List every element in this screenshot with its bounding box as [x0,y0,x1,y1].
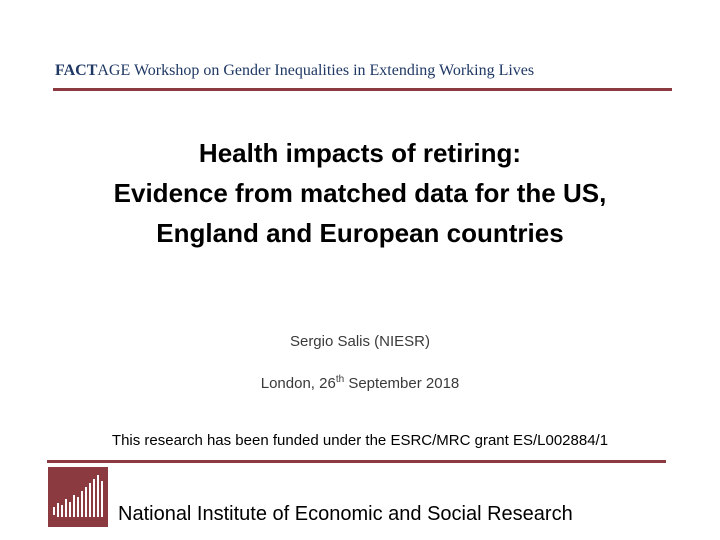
institute-name: National Institute of Economic and Social Research [118,503,573,525]
workshop-header-rest: AGE Workshop on Gender Inequalities in Extending Working Lives [97,62,535,79]
slide-title [0,133,720,253]
presentation-date [0,374,720,392]
title-line-1: Health impacts of retiring: [198,138,522,168]
top-divider [53,88,672,91]
title-line-3: England and European countries [156,218,564,248]
niesr-bar-logo-icon [48,467,108,527]
date-prefix: London, 26 [260,375,336,392]
date-rest: September 2018 [344,375,460,392]
author-name: Sergio Salis (NIESR) [289,333,431,350]
workshop-header-fact: FACT [55,62,98,79]
funding-note: This research has been funded under the ESRC/MRC grant ES/L002884/1 [111,432,609,449]
bottom-divider [47,460,666,463]
date-ordinal: th [335,374,345,385]
workshop-header [55,62,534,80]
title-line-2: Evidence from matched data for the US, [113,178,607,208]
